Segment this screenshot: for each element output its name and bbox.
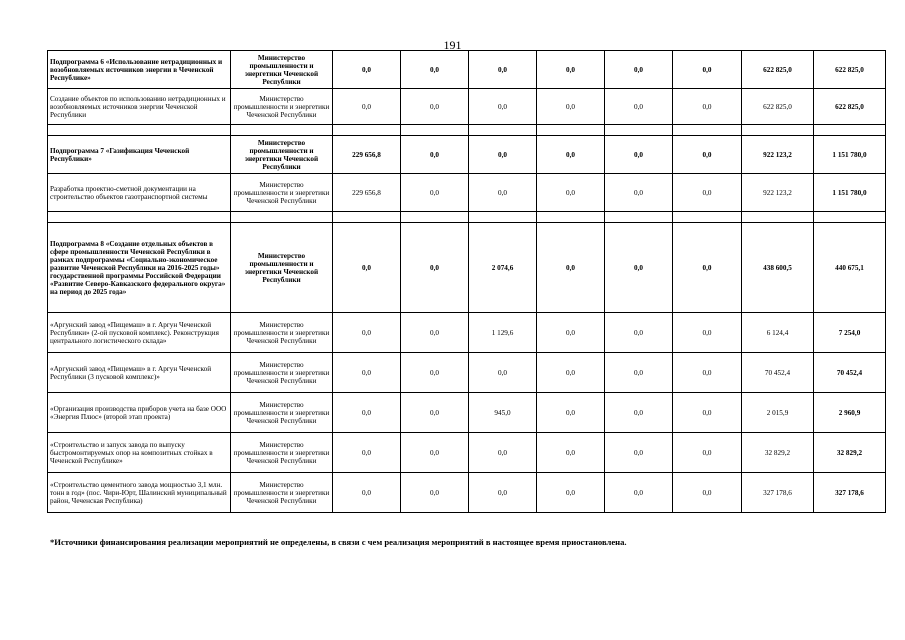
- value-cell: 327 178,6: [742, 473, 814, 513]
- value-cell: 0,0: [401, 223, 469, 313]
- value-cell: 0,0: [673, 353, 742, 393]
- value-cell: 945,0: [469, 393, 537, 433]
- spacer-cell: [742, 212, 814, 223]
- responsible-org: Министерство промышленности и энергетики Чеченской Республики: [231, 473, 333, 513]
- value-cell: 0,0: [469, 51, 537, 89]
- footnote: *Источники финансирования реализации мероприятий не определены, в связи с чем реализация мероприятий в настоящее время приостановлена.: [50, 537, 627, 547]
- spacer-cell: [814, 212, 886, 223]
- value-cell: 0,0: [401, 174, 469, 212]
- spacer-cell: [673, 125, 742, 136]
- value-cell: 0,0: [469, 433, 537, 473]
- value-cell: 0,0: [537, 313, 605, 353]
- value-cell: 0,0: [401, 353, 469, 393]
- responsible-org: Министерство промышленности и энергетики Чеченской Республики: [231, 223, 333, 313]
- spacer-cell: [401, 212, 469, 223]
- spacer-cell: [742, 125, 814, 136]
- responsible-org: Министерство промышленности и энергетики Чеченской Республики: [231, 89, 333, 125]
- value-cell: 0,0: [605, 313, 673, 353]
- value-cell: 0,0: [469, 89, 537, 125]
- value-cell: 0,0: [537, 51, 605, 89]
- spacer-cell: [469, 125, 537, 136]
- spacer-cell: [333, 125, 401, 136]
- spacer-cell: [469, 212, 537, 223]
- spacer-cell: [605, 212, 673, 223]
- measure-row: [48, 473, 886, 513]
- spacer-cell: [537, 125, 605, 136]
- value-cell: 229 656,8: [333, 174, 401, 212]
- value-cell: 0,0: [401, 433, 469, 473]
- row-name: «Аргунский завод «Пищемаш» в г. Аргун Чеченской Республики» (2-ой пусковой комплекс). Реконструкция центрального логистического склада»: [48, 313, 231, 353]
- value-cell: 0,0: [537, 353, 605, 393]
- row-name: Создание объектов по использованию нетрадиционных и возобновляемых источников энергии Чеченской Республики: [48, 89, 231, 125]
- value-cell: 922 123,2: [742, 136, 814, 174]
- spacer-cell: [401, 125, 469, 136]
- value-cell: 0,0: [469, 473, 537, 513]
- value-cell: 0,0: [333, 313, 401, 353]
- measure-row: [48, 393, 886, 433]
- total-cell: 1 151 780,0: [814, 136, 886, 174]
- value-cell: 0,0: [401, 51, 469, 89]
- value-cell: 0,0: [537, 174, 605, 212]
- value-cell: 0,0: [537, 393, 605, 433]
- value-cell: 0,0: [605, 223, 673, 313]
- row-name: «Строительство и запуск завода по выпуску быстромонтируемых опор на композитных стойках в Чеченской Республике»: [48, 433, 231, 473]
- total-cell: 7 254,0: [814, 313, 886, 353]
- measure-row: [48, 89, 886, 125]
- value-cell: 0,0: [537, 433, 605, 473]
- value-cell: 0,0: [333, 393, 401, 433]
- spacer-cell: [673, 212, 742, 223]
- subprogram-row: [48, 136, 886, 174]
- responsible-org: Министерство промышленности и энергетики Чеченской Республики: [231, 313, 333, 353]
- total-cell: 70 452,4: [814, 353, 886, 393]
- measure-row: [48, 174, 886, 212]
- value-cell: 0,0: [401, 89, 469, 125]
- value-cell: 0,0: [673, 136, 742, 174]
- value-cell: 0,0: [605, 174, 673, 212]
- total-cell: 327 178,6: [814, 473, 886, 513]
- responsible-org: Министерство промышленности и энергетики Чеченской Республики: [231, 51, 333, 89]
- value-cell: 922 123,2: [742, 174, 814, 212]
- value-cell: 0,0: [469, 353, 537, 393]
- value-cell: 0,0: [469, 136, 537, 174]
- value-cell: 0,0: [537, 223, 605, 313]
- value-cell: 0,0: [605, 89, 673, 125]
- value-cell: 0,0: [673, 393, 742, 433]
- value-cell: 6 124,4: [742, 313, 814, 353]
- page-number: 191: [443, 38, 462, 52]
- value-cell: 0,0: [333, 353, 401, 393]
- row-name: «Организация производства приборов учета на базе ООО «Энергия Плюс» (второй этап проекта): [48, 393, 231, 433]
- spacer-cell: [814, 125, 886, 136]
- row-name: «Аргунский завод «Пищемаш» в г. Аргун Чеченской Республики (3 пусковой комплекс)»: [48, 353, 231, 393]
- value-cell: 1 129,6: [469, 313, 537, 353]
- value-cell: 0,0: [401, 393, 469, 433]
- value-cell: 2 015,9: [742, 393, 814, 433]
- measure-row: [48, 433, 886, 473]
- value-cell: 0,0: [605, 136, 673, 174]
- spacer-cell: [231, 212, 333, 223]
- value-cell: 70 452,4: [742, 353, 814, 393]
- value-cell: 0,0: [605, 393, 673, 433]
- total-cell: 2 960,9: [814, 393, 886, 433]
- value-cell: 32 829,2: [742, 433, 814, 473]
- value-cell: 0,0: [333, 473, 401, 513]
- value-cell: 0,0: [401, 136, 469, 174]
- budget-table: [47, 50, 886, 513]
- responsible-org: Министерство промышленности и энергетики Чеченской Республики: [231, 353, 333, 393]
- value-cell: 0,0: [333, 51, 401, 89]
- measure-row: [48, 313, 886, 353]
- spacer-cell: [231, 125, 333, 136]
- row-name: Разработка проектно-сметной документации на строительство объектов газотранспортной системы: [48, 174, 231, 212]
- value-cell: 0,0: [605, 51, 673, 89]
- total-cell: 32 829,2: [814, 433, 886, 473]
- spacer-cell: [333, 212, 401, 223]
- responsible-org: Министерство промышленности и энергетики Чеченской Республики: [231, 433, 333, 473]
- total-cell: 622 825,0: [814, 89, 886, 125]
- value-cell: 0,0: [537, 473, 605, 513]
- value-cell: 0,0: [469, 174, 537, 212]
- responsible-org: Министерство промышленности и энергетики Чеченской Республики: [231, 393, 333, 433]
- value-cell: 0,0: [605, 353, 673, 393]
- total-cell: 1 151 780,0: [814, 174, 886, 212]
- value-cell: 0,0: [333, 223, 401, 313]
- value-cell: 229 656,8: [333, 136, 401, 174]
- value-cell: 0,0: [673, 223, 742, 313]
- value-cell: 0,0: [673, 89, 742, 125]
- row-name: Подпрограмма 8 «Создание отдельных объектов в сфере промышленности Чеченской Республики в рамках подпрограммы «Социально-экономическое развитие Чеченской Республики на 2016-2025 годы» государственной программы Российской Федерации «Развитие Северо-Кавказского федерального округа» на период до 2025 года»: [48, 223, 231, 313]
- total-cell: 440 675,1: [814, 223, 886, 313]
- subprogram-row: [48, 51, 886, 89]
- value-cell: 438 600,5: [742, 223, 814, 313]
- value-cell: 0,0: [537, 89, 605, 125]
- responsible-org: Министерство промышленности и энергетики Чеченской Республики: [231, 136, 333, 174]
- value-cell: 0,0: [537, 136, 605, 174]
- subprogram-row: [48, 223, 886, 313]
- value-cell: 0,0: [673, 313, 742, 353]
- spacer-cell: [537, 212, 605, 223]
- row-name: Подпрограмма 6 «Использование нетрадиционных и возобновляемых источников энергии в Чеченской Республике»: [48, 51, 231, 89]
- value-cell: 0,0: [673, 174, 742, 212]
- value-cell: 0,0: [673, 51, 742, 89]
- spacer-row: [48, 125, 886, 136]
- value-cell: 0,0: [333, 433, 401, 473]
- value-cell: 0,0: [605, 433, 673, 473]
- spacer-cell: [48, 125, 231, 136]
- value-cell: 0,0: [333, 89, 401, 125]
- value-cell: 0,0: [605, 473, 673, 513]
- row-name: «Строительство цементного завода мощностью 3,1 млн. тонн в год» (пос. Чири-Юрт, Шалинский муниципальный район, Чеченская Республика): [48, 473, 231, 513]
- value-cell: 0,0: [401, 313, 469, 353]
- spacer-cell: [48, 212, 231, 223]
- spacer-cell: [605, 125, 673, 136]
- value-cell: 622 825,0: [742, 51, 814, 89]
- row-name: Подпрограмма 7 «Газификация Чеченской Республики»: [48, 136, 231, 174]
- measure-row: [48, 353, 886, 393]
- value-cell: 0,0: [401, 473, 469, 513]
- total-cell: 622 825,0: [814, 51, 886, 89]
- value-cell: 0,0: [673, 473, 742, 513]
- value-cell: 622 825,0: [742, 89, 814, 125]
- value-cell: 0,0: [673, 433, 742, 473]
- table-body: [48, 51, 886, 513]
- responsible-org: Министерство промышленности и энергетики Чеченской Республики: [231, 174, 333, 212]
- spacer-row: [48, 212, 886, 223]
- value-cell: 2 074,6: [469, 223, 537, 313]
